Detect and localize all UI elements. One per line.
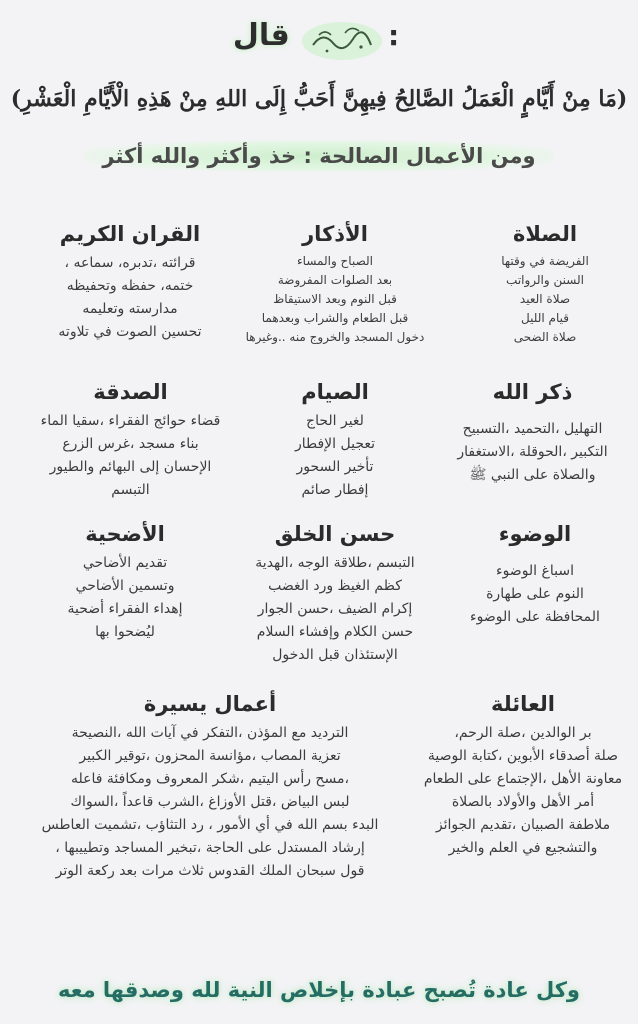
list-item: وتسمين الأضاحي — [75, 578, 175, 594]
list-item: التهليل ،التحميد ،التسبيح — [462, 421, 603, 437]
list-item: تعجيل الإفطار — [294, 436, 376, 452]
list-item: إكرام الضيف ،حسن الجوار — [257, 601, 413, 617]
subtitle — [0, 140, 638, 172]
section-title: الصلاة — [512, 222, 578, 246]
list-item: ختمه، حفظه وتحفيظه — [66, 278, 194, 294]
section-khuluq — [240, 522, 430, 667]
list-item: بعد الصلوات المفروضة — [277, 273, 393, 287]
list-item: اسباغ الوضوء — [495, 563, 574, 579]
section-title: القران الكريم — [59, 222, 201, 246]
section-items — [18, 410, 243, 502]
list-item: قضاء حوائج الفقراء ،سقيا الماء — [40, 413, 221, 429]
list-item: صلاة العيد — [519, 292, 571, 306]
list-item: والتشجيع في العلم والخير — [448, 840, 598, 856]
section-title: الأضحية — [85, 522, 165, 546]
list-item: تقديم الأضاحي — [82, 555, 168, 571]
footer-text: وكل عادة تُصبح عبادة بإخلاص النية لله وصدقها معه — [58, 978, 580, 1002]
subtitle-text: ومن الأعمال الصالحة : خذ وأكثر والله أكثر — [84, 140, 553, 172]
list-item: الفريضة في وقتها — [501, 254, 589, 268]
section-title: حسن الخلق — [274, 522, 396, 546]
section-items — [265, 410, 405, 502]
section-items — [240, 552, 430, 667]
list-item: تحسين الصوت في تلاوته — [58, 324, 202, 340]
section-adhkar — [240, 222, 430, 347]
list-item: صلة أصدقاء الأبوين ،كتابة الوصية — [427, 748, 619, 764]
list-item: المحافظة على الوضوء — [470, 609, 600, 625]
section-items — [450, 560, 620, 629]
list-item: دخول المسجد والخروج منه ..وغيرها — [245, 330, 425, 344]
section-udhiya — [40, 522, 210, 644]
list-item: الإستئذان قبل الدخول — [272, 647, 398, 663]
list-item: حسن الكلام وإفشاء السلام — [256, 624, 414, 640]
section-dhikr — [445, 380, 620, 487]
section-title: العائلة — [490, 692, 555, 716]
list-item: إفطار صائم — [301, 482, 369, 498]
header-colon: : — [387, 19, 400, 52]
list-item: والصلاة على النبي ﷺ — [469, 467, 596, 483]
list-item: الصباح والمساء — [297, 254, 373, 268]
hadith-text: (مَا مِنْ أَيَّامٍ الْعَمَلُ الصَّالِحُ فِيهِنَّ أَحَبُّ إِلَى اللهِ مِنْ هَذِهِ الْأَيَّامِ الْعَشْرِ) — [10, 86, 628, 112]
list-item: بر الوالدين ،صلة الرحم، — [454, 725, 592, 741]
list-item: قبل الطعام والشراب وبعدهما — [261, 311, 409, 325]
list-item: كظم الغيظ ورد الغضب — [268, 578, 402, 594]
list-item: قرائته ،تدبره، سماعه ، — [64, 255, 196, 271]
section-title: الوضوء — [498, 522, 572, 546]
list-item: مدارسته وتعليمه — [82, 301, 178, 317]
section-family — [418, 692, 628, 860]
list-item: تأخير السحور — [296, 459, 374, 475]
section-easy-deeds — [10, 692, 410, 883]
section-title: الصيام — [301, 380, 369, 404]
list-item: معاونة الأهل ،الإجتماع على الطعام — [423, 771, 623, 787]
list-item: قول سبحان الملك القدوس ثلاث مرات بعد ركعة الوتر — [55, 863, 365, 879]
list-item: السنن والرواتب — [506, 273, 584, 287]
section-wudu — [450, 522, 620, 629]
list-item: إهداء الفقراء أضحية — [67, 601, 183, 617]
list-item: قيام الليل — [521, 311, 569, 325]
section-items — [40, 252, 220, 344]
list-item: البدء بسم الله في أي الأمور ، رد التثاؤب ،تشميت العاطس — [41, 817, 379, 833]
section-items — [470, 252, 620, 347]
section-items — [445, 418, 620, 487]
list-item: تعزية المصاب ،مؤانسة المحزون ،توقير الكبير — [79, 748, 341, 764]
header — [0, 18, 638, 61]
list-item: إرشاد المستدل على الحاجة ،تبخير المساجد وتطييبها ، — [55, 840, 365, 856]
list-item: صلاة الضحى — [513, 330, 577, 344]
list-item: التبسم ،طلاقة الوجه ،الهدية — [255, 555, 415, 571]
list-item: الترديد مع المؤذن ،التفكر في آيات الله ،النصيحة — [71, 725, 349, 741]
section-title: أعمال يسيرة — [143, 692, 277, 716]
list-item: لغير الحاج — [306, 413, 364, 429]
honorific-calligraphy-icon — [301, 21, 383, 61]
list-item: التبسم — [111, 482, 150, 498]
section-quran — [40, 222, 220, 344]
section-items — [10, 722, 410, 883]
list-item: أمر الأهل والأولاد بالصلاة — [451, 794, 595, 810]
header-qal: قال — [232, 18, 290, 53]
section-sadaqa — [18, 380, 243, 502]
list-item: ليُضحوا بها — [95, 624, 155, 640]
list-item: ملاطفة الصبيان ،تقديم الجوائز — [435, 817, 611, 833]
section-items — [418, 722, 628, 860]
list-item: قبل النوم وبعد الاستيقاظ — [273, 292, 397, 306]
section-siyam — [265, 380, 405, 502]
list-item: لبس البياض ،قتل الأوزاغ ،الشرب قاعداً ،السواك — [70, 794, 350, 810]
section-items — [40, 552, 210, 644]
section-salah — [470, 222, 620, 347]
list-item: النوم على طهارة — [486, 586, 584, 602]
section-title: الأذكار — [302, 222, 368, 246]
list-item: ،مسح رأس اليتيم ،شكر المعروف ومكافئة فاعله — [71, 771, 349, 787]
section-items — [240, 252, 430, 347]
footer — [0, 978, 638, 1002]
section-title: الصدقة — [93, 380, 168, 404]
list-item: الإحسان إلى البهائم والطيور — [49, 459, 212, 475]
section-title: ذكر الله — [492, 380, 573, 404]
list-item: التكبير ،الحوقلة ،الاستغفار — [457, 444, 608, 460]
list-item: بناء مسجد ،غرس الزرع — [62, 436, 199, 452]
